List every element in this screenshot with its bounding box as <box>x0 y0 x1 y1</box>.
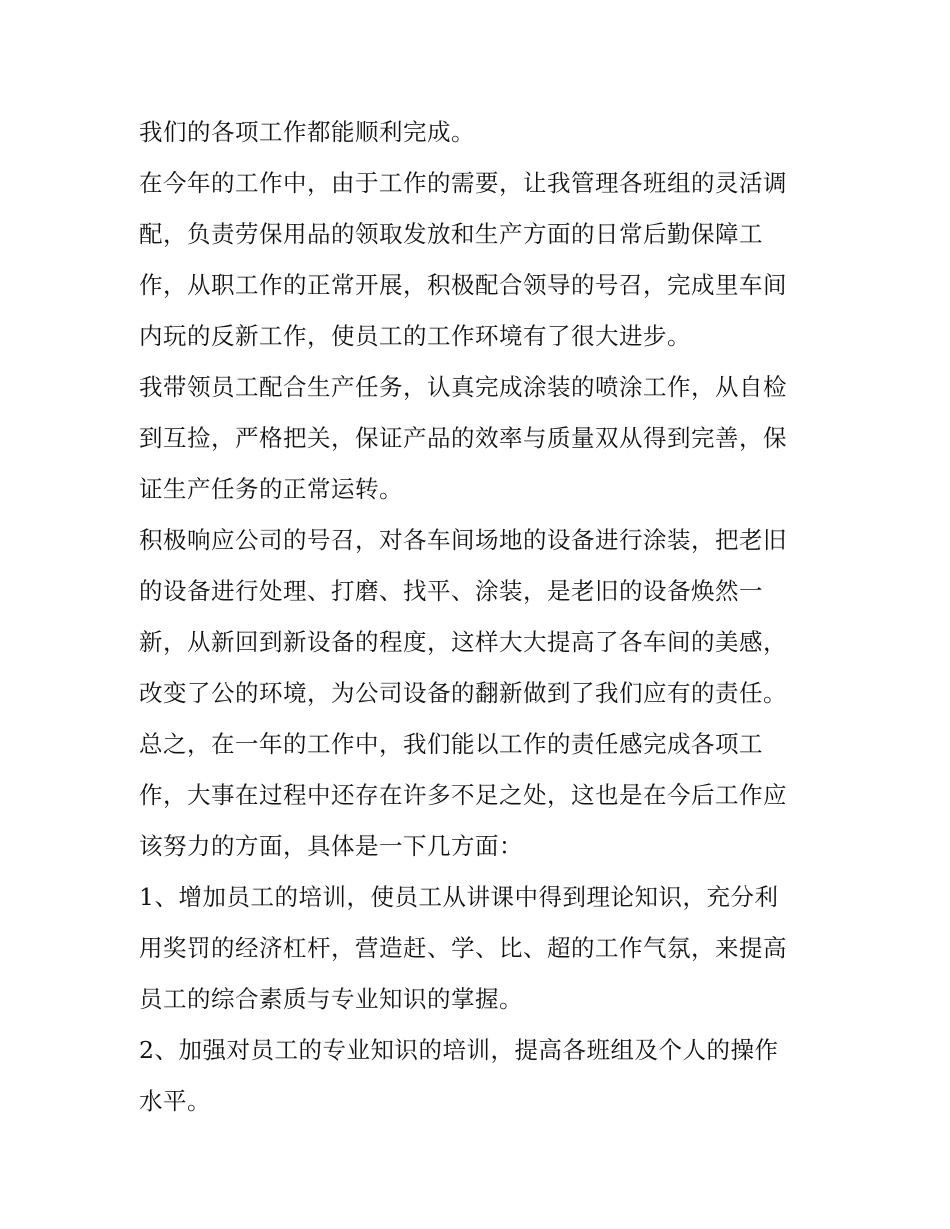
text-line: 内玩的反新工作，使员工的工作环境有了很大进步。 <box>139 322 691 350</box>
paragraph-5 <box>139 719 819 872</box>
text-line: 到互捡，严格把关，保证产品的效率与质量双从得到完善，保 <box>139 424 787 452</box>
text-line: 改变了公的环境，为公司设备的翻新做到了我们应有的责任。 <box>139 679 787 707</box>
paragraph-7 <box>139 1025 819 1127</box>
paragraph-1 <box>139 107 819 158</box>
text-line: 我带领员工配合生产任务，认真完成涂装的喷涂工作，从自检 <box>139 373 787 401</box>
text-line: 作，从职工作的正常开展，积极配合领导的号召，完成里车间 <box>139 271 787 299</box>
document-body <box>139 107 819 1127</box>
text-line: 新，从新回到新设备的程度，这样大大提高了各车间的美感， <box>139 628 787 656</box>
text-line: 用奖罚的经济杠杆，营造赶、学、比、超的工作气氛，来提高 <box>139 934 787 962</box>
text-line: 配，负责劳保用品的领取发放和生产方面的日常后勤保障工 <box>139 220 763 248</box>
text-line: 在今年的工作中，由于工作的需要，让我管理各班组的灵活调 <box>139 169 787 197</box>
paragraph-6 <box>139 872 819 1025</box>
text-line: 2、加强对员工的专业知识的培训，提高各班组及个人的操作 <box>139 1036 779 1064</box>
paragraph-4 <box>139 515 819 719</box>
text-line: 作，大事在过程中还存在许多不足之处，这也是在今后工作应 <box>139 781 787 809</box>
text-line: 该努力的方面，具体是一下几方面： <box>139 832 523 860</box>
text-line: 总之，在一年的工作中，我们能以工作的责任感完成各项工 <box>139 730 763 758</box>
text-line: 水平。 <box>139 1087 211 1115</box>
paragraph-3 <box>139 362 819 515</box>
text-line: 积极响应公司的号召，对各车间场地的设备进行涂装，把老旧 <box>139 526 787 554</box>
paragraph-2 <box>139 158 819 362</box>
text-line: 的设备进行处理、打磨、找平、涂装，是老旧的设备焕然一 <box>139 577 763 605</box>
text-line: 1、增加员工的培训，使员工从讲课中得到理论知识，充分利 <box>139 883 779 911</box>
text-line: 我们的各项工作都能顺利完成。 <box>139 118 475 146</box>
text-line: 证生产任务的正常运转。 <box>139 475 403 503</box>
text-line: 员工的综合素质与专业知识的掌握。 <box>139 985 523 1013</box>
